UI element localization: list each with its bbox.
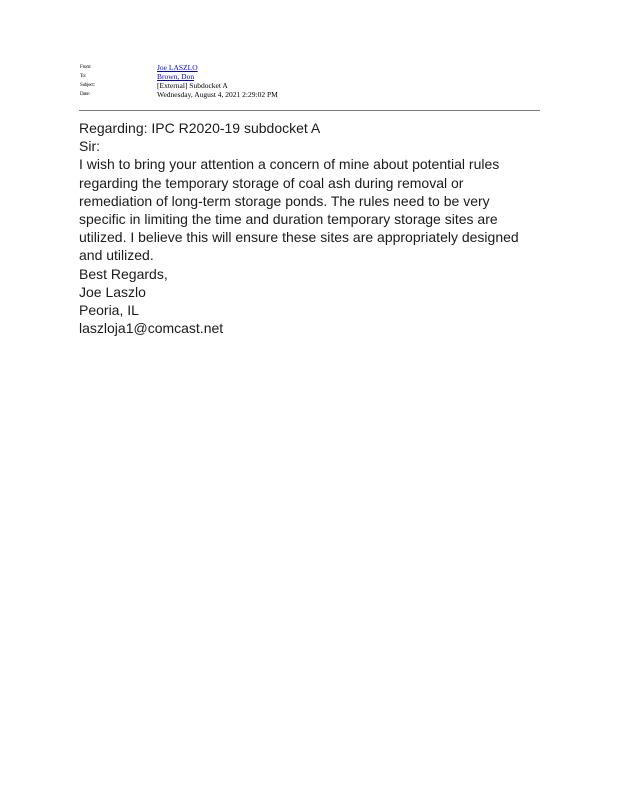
header-row-to bbox=[80, 72, 540, 81]
salutation-line: Sir: bbox=[79, 138, 100, 155]
regarding-line: Regarding: IPC R2020-19 subdocket A bbox=[79, 120, 321, 136]
signature-location: Peoria, IL bbox=[79, 302, 139, 319]
header-row-subject bbox=[80, 81, 540, 90]
signature-email: laszloja1@comcast.net bbox=[79, 320, 224, 337]
email-header bbox=[80, 63, 540, 99]
closing-line: Best Regards, bbox=[79, 265, 168, 282]
date-value: Wednesday, August 4, 2021 2:29:02 PM bbox=[157, 90, 278, 99]
header-row-date bbox=[80, 90, 540, 99]
body-paragraph: I wish to bring your attention a concern of mine about potential rules regarding the temporary storage of coal ash during removal or remediation of long-term storage ponds. The rules need to be very specific in limiting the time and duration temporary storage sites are utilized. I believe this will ensure these sites are appropriately designed and utilized. bbox=[79, 156, 519, 264]
header-row-from bbox=[80, 63, 540, 72]
signature-name: Joe Laszlo bbox=[79, 283, 146, 300]
from-label: From: bbox=[80, 65, 92, 70]
subject-value: [External] Subdocket A bbox=[157, 81, 228, 90]
to-label: To: bbox=[80, 74, 86, 79]
email-body bbox=[79, 119, 539, 337]
header-divider bbox=[79, 110, 540, 111]
to-link[interactable]: Brown, Don bbox=[157, 72, 195, 81]
date-label: Date: bbox=[80, 92, 90, 97]
subject-label: Subject: bbox=[80, 83, 95, 88]
from-link[interactable]: Joe LASZLO bbox=[157, 63, 198, 72]
